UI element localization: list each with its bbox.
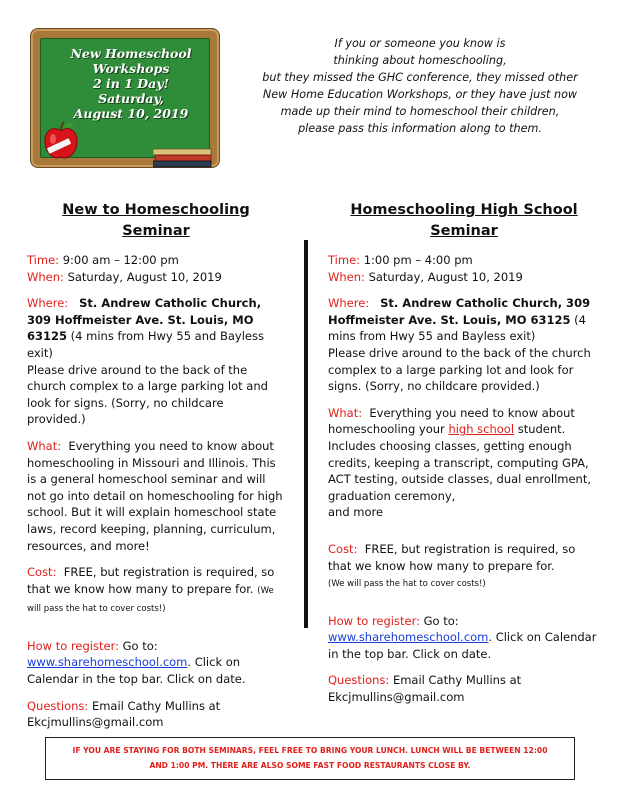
where-address: St. Andrew Catholic Church, 309 Hoffmeister Ave. St. Louis, MO 63125 — [27, 296, 262, 344]
questions-text: Email Cathy Mullins at Ekcjmullins@gmail.com — [27, 698, 221, 730]
what-text: Everything you need to know about homeschooling in Missouri and Illinois. This is a general homeschool seminar and will not go into detail on homeschooling for high school. But it will explain homeschool state laws, record keeping, planning, curriculum, resources, and more! — [27, 438, 283, 553]
books-icon — [153, 147, 213, 169]
intro-line: thinking about homeschooling, — [333, 54, 507, 67]
questions-label: Questions: — [27, 698, 89, 713]
high-school-link[interactable]: high school — [448, 422, 515, 437]
time-label: Time: — [27, 253, 60, 267]
right-parking: Please drive around to the back of the church complex to a large parking lot and look for signs. (Sorry, no childcare provided.) — [328, 345, 591, 394]
left-register — [27, 638, 285, 688]
right-time — [328, 252, 600, 269]
cost-label: Cost: — [328, 541, 358, 556]
where-address: St. Andrew Catholic Church, 309 Hoffmeister Ave. St. Louis, MO 63125 — [328, 296, 591, 327]
when-value: Saturday, August 10, 2019 — [368, 269, 523, 284]
column-divider — [304, 240, 308, 628]
intro-line: If you or someone you know is — [334, 37, 506, 50]
when-label: When: — [328, 269, 365, 284]
questions-text: Email Cathy Mullins at Ekcjmullins@gmail.com — [328, 673, 522, 705]
left-seminar-title: New to Homeschooling Seminar — [62, 202, 250, 239]
intro-line: please pass this information along to them. — [298, 122, 542, 135]
board-line: Saturday, — [98, 91, 164, 106]
board-line: 2 in 1 Day! — [93, 76, 169, 91]
chalkboard-banner — [30, 28, 220, 168]
register-instructions: . Click on Calendar in the top bar. Click on date. — [328, 630, 597, 661]
what-text-end: and more — [328, 505, 384, 520]
left-what — [27, 438, 285, 554]
where-label: Where: — [328, 296, 370, 311]
chalkboard-surface — [40, 38, 210, 158]
time-label: Time: — [328, 253, 361, 267]
time-value: 1:00 pm – 4:00 pm — [363, 253, 473, 267]
cost-note: (We will pass the hat to cover costs!) — [328, 579, 486, 590]
chalkboard-text — [57, 46, 205, 121]
intro-line: made up their mind to homeschool their children, — [280, 105, 560, 118]
lunch-notice-line: IF YOU ARE STAYING FOR BOTH SEMINARS, FEEL FREE TO BRING YOUR LUNCH. LUNCH WILL BE BETWEEN 12:00 — [72, 746, 548, 755]
when-value: Saturday, August 10, 2019 — [67, 269, 222, 284]
lunch-notice-line: AND 1:00 PM. THERE ARE ALSO SOME FAST FOOD RESTAURANTS CLOSE BY. — [149, 761, 471, 770]
left-time — [27, 252, 285, 269]
lunch-notice-box — [45, 737, 575, 780]
where-label: Where: — [27, 296, 69, 311]
when-label: When: — [27, 269, 64, 284]
register-label: How to register: — [328, 613, 420, 628]
register-link[interactable]: www.sharehomeschool.com — [328, 630, 489, 645]
left-cost — [27, 564, 285, 618]
right-cost — [328, 541, 600, 593]
time-value: 9:00 am – 12:00 pm — [62, 253, 179, 267]
board-line: Workshops — [92, 61, 170, 76]
intro-paragraph — [250, 35, 590, 137]
board-line: New Homeschool — [70, 46, 192, 61]
what-label: What: — [328, 405, 363, 420]
right-questions — [328, 672, 600, 705]
right-when — [328, 269, 600, 286]
left-parking: Please drive around to the back of the church complex to a large parking lot and look for signs. (Sorry, no childcare provided.) — [27, 362, 268, 427]
intro-line: but they missed the GHC conference, they missed other — [262, 71, 578, 84]
what-text-continued: student. Includes choosing classes, getting enough credits, keeping a transcript, computing GPA, ACT testing, outside classes, dual enrollment, graduation ceremony, — [328, 422, 592, 503]
left-where — [27, 295, 285, 361]
register-pre: Go to: — [423, 613, 459, 628]
register-pre: Go to: — [122, 638, 158, 653]
cost-text: FREE, but registration is required, so that we know how many to prepare for. — [328, 541, 576, 573]
cost-note: (We will pass the hat to cover costs!) — [27, 585, 274, 615]
right-register — [328, 613, 600, 663]
right-seminar-title: Homeschooling High School Seminar — [350, 202, 578, 239]
cost-text: FREE, but registration is required, so that we know how many to prepare for. — [27, 565, 275, 596]
high-school-column — [328, 200, 600, 706]
right-where — [328, 295, 600, 345]
questions-label: Questions: — [328, 673, 390, 688]
right-what — [328, 405, 600, 521]
what-text: Everything you need to know about homeschooling your — [328, 405, 575, 437]
what-label: What: — [27, 438, 62, 453]
cost-label: Cost: — [27, 565, 57, 580]
new-to-homeschooling-column — [27, 200, 285, 731]
left-questions — [27, 698, 285, 731]
board-line: August 10, 2019 — [73, 106, 189, 121]
left-when — [27, 269, 285, 286]
where-directions: (4 mins from Hwy 55 and Bayless exit) — [27, 329, 264, 360]
apple-icon — [43, 121, 79, 161]
register-instructions: . Click on Calendar in the top bar. Click on date. — [27, 655, 246, 687]
register-link[interactable]: www.sharehomeschool.com — [27, 655, 188, 670]
where-directions: (4 mins from Hwy 55 and Bayless exit) — [328, 312, 586, 344]
register-label: How to register: — [27, 638, 119, 653]
intro-line: New Home Education Workshops, or they have just now — [262, 88, 578, 101]
